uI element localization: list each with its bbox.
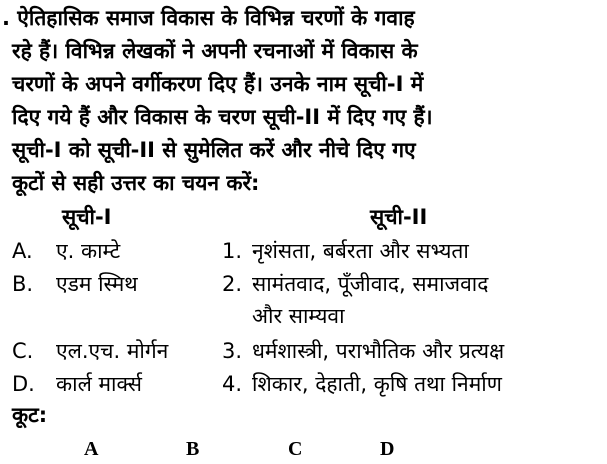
list2-item-text: शिकार, देहाती, कृषि तथा निर्माण [252, 372, 502, 396]
code-option-c: C [288, 438, 303, 460]
list1-item-text: कार्ल मार्क्स [56, 372, 142, 396]
code-option-a: A [84, 438, 99, 460]
list1-item-label: B. [12, 272, 34, 296]
question-line-2: रहे हैं। विभिन्न लेखकों ने अपनी रचनाओं में विकास के [12, 39, 418, 63]
list1-item-text: एल.एच. मोर्गन [56, 339, 169, 363]
match-row [0, 235, 607, 267]
list2-item-number: 2. [222, 272, 243, 296]
match-row [0, 268, 607, 300]
list1-item-label: D. [12, 372, 35, 396]
list1-item-label: A. [12, 239, 33, 263]
list2-item-text: सामंतवाद, पूँजीवाद, समाजवाद [252, 272, 489, 296]
list1-item-text: एडम स्मिथ [56, 272, 138, 296]
list1-item-text: ए. काम्टे [56, 239, 121, 263]
codes-label: कूट: [12, 403, 48, 427]
match-row [0, 368, 607, 400]
list1-item-label: C. [12, 339, 34, 363]
list1-header: सूची-I [62, 205, 112, 229]
question-line-3: चरणों के अपने वर्गीकरण दिए हैं। उनके नाम सूची-I में [12, 72, 424, 96]
question-paragraph [2, 2, 597, 200]
match-row [0, 335, 607, 367]
list2-header: सूची-II [370, 205, 428, 229]
list2-item-number: 3. [222, 339, 243, 363]
code-option-d: D [380, 438, 395, 460]
list2-item-text: नृशंसता, बर्बरता और सभ्यता [252, 239, 469, 263]
question-line-5: सूची-I को सूची-II से सुमेलित करें और नीचे दिए गए [12, 138, 416, 162]
question-line-4: दिए गये हैं और विकास के चरण सूची-II में दिए गए हैं। [12, 105, 433, 129]
list2-item-number: 4. [222, 372, 243, 396]
list2-item-text: धर्मशास्त्री, पराभौतिक और प्रत्यक्ष [252, 339, 505, 363]
question-line-6: कूटों से सही उत्तर का चयन करें: [12, 171, 260, 195]
code-option-b: B [186, 438, 200, 460]
question-line-1: . ऐतिहासिक समाज विकास के विभिन्न चरणों के गवाह [2, 6, 415, 30]
list2-item-continuation: और साम्यवा [252, 304, 345, 328]
list2-item-number: 1. [222, 239, 243, 263]
